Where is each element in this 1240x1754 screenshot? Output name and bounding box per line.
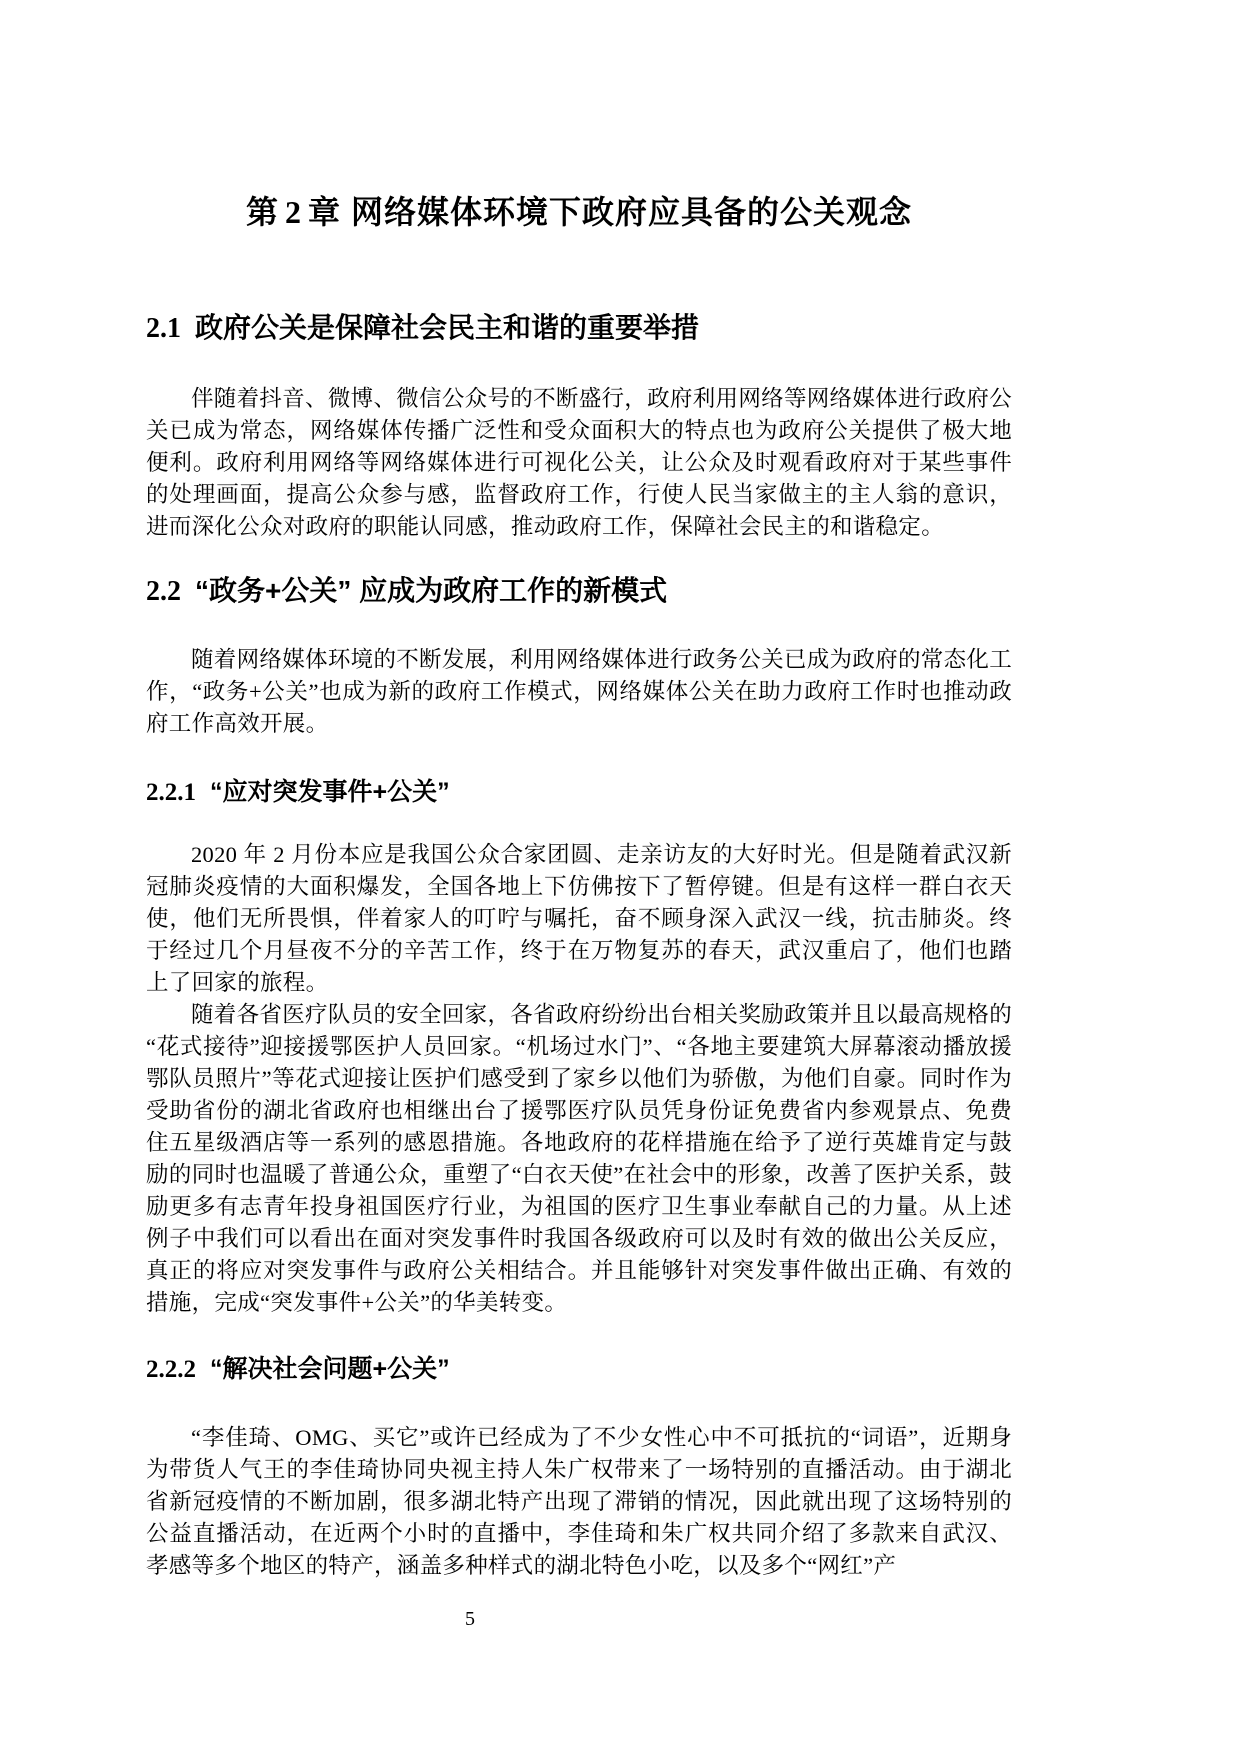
paragraph: 伴随着抖音、微博、微信公众号的不断盛行，政府利用网络等网络媒体进行政府公关已成为常态，网络媒体传播广泛性和受众面积大的特点也为政府公关提供了极大地便利。政府利用网络等网络媒体进行可视化公关，让公众及时观看政府对于某些事件的处理画面，提高公众参与感，监督政府工作，行使人民当家做主的主人翁的意识，进而深化公众对政府的职能认同感，推动政府工作，保障社会民主的和谐稳定。 bbox=[146, 386, 1012, 539]
section-heading-2-1 bbox=[146, 310, 1012, 347]
paragraph: 2020 年 2 月份本应是我国公众合家团圆、走亲访友的大好时光。但是随着武汉新冠肺炎疫情的大面积爆发，全国各地上下仿佛按下了暂停键。但是有这样一群白衣天使，他们无所畏惧，伴着家人的叮咛与嘱托，奋不顾身深入武汉一线，抗击肺炎。终于经过几个月昼夜不分的辛苦工作，终于在万物复苏的春天，武汉重启了，他们也踏上了回家的旅程。 bbox=[146, 842, 1012, 995]
section-number: 2.2.2 bbox=[146, 1356, 196, 1383]
section-number: 2.2.1 bbox=[146, 779, 196, 806]
section-title: 政府公关是保障社会民主和谐的重要举措 bbox=[195, 312, 700, 343]
paragraph: 随着网络媒体环境的不断发展，利用网络媒体进行政务公关已成为政府的常态化工作，“政务+公关”也成为新的政府工作模式，网络媒体公关在助力政府工作时也推动政府工作高效开展。 bbox=[146, 647, 1012, 736]
chapter-title bbox=[146, 190, 1012, 234]
section-title: “政务+公关” 应成为政府工作的新模式 bbox=[195, 575, 668, 606]
page-number: 5 bbox=[465, 1608, 475, 1630]
section-title: “应对突发事件+公关” bbox=[210, 778, 450, 806]
section-heading-2-2-1 bbox=[146, 776, 1012, 809]
chapter-prefix: 第 bbox=[246, 194, 280, 230]
section-title: “解决社会问题+公关” bbox=[210, 1355, 450, 1383]
section-heading-2-2-2 bbox=[146, 1353, 1012, 1386]
section-heading-2-2 bbox=[146, 573, 1012, 610]
paragraph: 随着各省医疗队员的安全回家，各省政府纷纷出台相关奖励政策并且以最高规格的“花式接待”迎接援鄂医护人员回家。“机场过水门”、“各地主要建筑大屏幕滚动播放援鄂队员照片”等花式迎接让医护们感受到了家乡以他们为骄傲，为他们自豪。同时作为受助省份的湖北省政府也相继出台了援鄂医疗队员凭身份证免费省内参观景点、免费住五星级酒店等一系列的感恩措施。各地政府的花样措施在给予了逆行英雄肯定与鼓励的同时也温暖了普通公众，重塑了“白衣天使”在社会中的形象，改善了医护关系，鼓励更多有志青年投身祖国医疗行业，为祖国的医疗卫生事业奉献自己的力量。从上述例子中我们可以看出在面对突发事件时我国各级政府可以及时有效的做出公关反应，真正的将应对突发事件与政府公关相结合。并且能够针对突发事件做出正确、有效的措施，完成“突发事件+公关”的华美转变。 bbox=[146, 1002, 1012, 1315]
section-number: 2.2 bbox=[146, 576, 181, 607]
chapter-title-text: 网络媒体环境下政府应具备的公关观念 bbox=[350, 194, 912, 230]
chapter-number: 2 bbox=[285, 194, 303, 230]
chapter-suffix: 章 bbox=[308, 194, 342, 230]
section-number: 2.1 bbox=[146, 313, 181, 344]
paragraph: “李佳琦、OMG、买它”或许已经成为了不少女性心中不可抵抗的“词语”，近期身为带货人气王的李佳琦协同央视主持人朱广权带来了一场特别的直播活动。由于湖北省新冠疫情的不断加剧，很多湖北特产出现了滞销的情况，因此就出现了这场特别的公益直播活动，在近两个小时的直播中，李佳琦和朱广权共同介绍了多款来自武汉、孝感等多个地区的特产，涵盖多种样式的湖北特色小吃，以及多个“网红”产 bbox=[146, 1425, 1012, 1578]
page-content bbox=[146, 0, 1012, 1582]
